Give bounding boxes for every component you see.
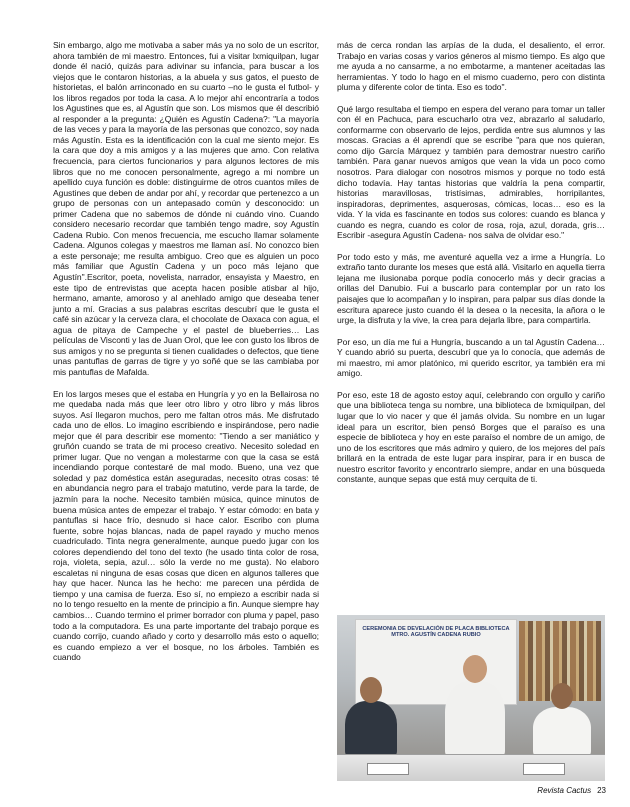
paragraph: Sin embargo, algo me motivaba a saber más ya no solo de un escritor, ahora también de mi maestro. Entonces, fui a visitar Ixmiquilpan, lugar donde él nació, quizás para adivinar su infancia, para buscar a los viejos que le contaron historias, a la abuela y sus gatos, el puesto de historietas, el balón arrinconado en su cuarto –no le gusta el futbol- y los libros regados por toda la casa. A lo mejor ahí encontraría a todos los Agustines que es, al Agustín que son. Los mismos que él describió al responder a la pregunta: ¿Quién es Agustín Cadena?: "La mayoría de las veces y para la mayoría de las personas que conozco, soy nada más Agustín. Esta es la identificación con la cual me siento mejor. Es la cara que doy a mis amigos y a las mujeres que amo. Con relativa frecuencia, para ciertos funcionarios y para algunos lectores de mis libros que no me conocen personalmente, agrego a mi nombre un apellido cuya función es doble: distinguirme de otros cuantos miles de Agustines que deben de andar por ahí, y recordar que pertenezco a un grupo de personas con un antepasado común y desconocido: un primer Cadena que no sabemos de dónde ni cuándo vino. Cuando considero necesario recordar que también tengo madre, soy Agustín Cadena Rubio. Con menos frecuencia, me escucho llamar solamente Cadena. Algunos colegas y maestros me llaman así. No conozco bien a este personaje; me resulta ambiguo. Creo que es alguien un poco más familiar que Agustín Cadena y un poco más lejano que Agustín".Escritor, poeta, novelista, narrador, ensayista y Maestro, en este tipo de entrevistas que acepta hacen posible atisbar al hijo, hermano, amante, amoroso y al anehlado amigo que deseaba tener junto a mí. Gracias a sus palabras escritas descubrí que le gusta el café sin azúcar y la cerveza clara, el chocolate de Oaxaca con agua, el agua de pitaya de Campeche y el pastel de blueberries… Las películas de Visconti y las de Juan Orol, que lee con gusto los libros de sus amigos y no se pregunta si tienen cualidades o defectos, que tiene unas pantuflas de garras de tigre y yo soñé que se las cambiaba por mis pantuflas de Mafalda. bbox=[53, 40, 319, 377]
paragraph: Qué largo resultaba el tiempo en espera del verano para tomar un taller con él en Pachuca, para escucharlo otra vez, abrazarlo al saludarlo, conformarme con observarlo de lejos, perdida entre sus alumnos y las moscas. Gracias a él aprendí que se escribe "para que nos quieran, como dijo García Márquez y también para demostrar nuestro cariño también. Para ganar nuevos amigos que vean la vida un poco como nosotros. Para dialogar con nosotros mismos y porque no todo está dicho todavía. Hay tantas historias que valdría la pena compartir, historias maravillosas, tristísimas, admirables, horripilantes, inspiradoras, deprimentes, asquerosas, cómicas, locas… eso es la vida. Y la vida es fascinante en todos sus colores: cuando es blanca y cuando es negra, cuando es color de rosa, roja, azul, dorada, gris… Escribir -asegura Agustín Cadena- nos salva de olvidar eso." bbox=[337, 103, 605, 241]
paragraph: Por todo esto y más, me aventuré aquella vez a irme a Hungría. Lo extraño tanto durante los meses que está allá. Visitarlo en aquella tierra lejana me ilusionaba porque podía conocerlo más y decir gracias a orillas del Danubio. Fui a buscarlo para contemplar por un rato los paisajes que lo acompañan y lo inspiran, para palpar sus días donde la escritura aparece justo cuando él la desea o la necesita, la añora o le urge, la disfruta y la vive, la crea para dejarla libre, para compartirla. bbox=[337, 251, 605, 326]
nameplate bbox=[367, 763, 409, 775]
right-column bbox=[337, 40, 605, 496]
paragraph: En los largos meses que el estaba en Hungría y yo en la Bellairosa no me quedaba nada más que leer otro libro y otro libro y más libros suyos. Así llegaron muchos, pero me faltan otros más. Me disfrutado cada uno de ellos. Lo imagino escribiendo e inspirándose, pero nadie mejor que él para describir ese momento: "Tiendo a ser maniático y gruñón cuando se trata de mi proceso creativo. Necesito soledad en primer lugar. Que no vengan a molestarme con que la casa se está incendiando porque contestaré de mal modo. Bueno, una vez que soledad y paz doméstica están aseguradas, necesito otras cosas: té en abundancia negro para el trabajo matutino, verde para la tarde, de jazmín para la noche. Necesito también música, quince minutos de buena música antes de empezar el trabajo. Y estar cómodo: en bata y pantuflas si hace frío, desnudo si hace calor. Escribo con pluma fuente, sobre hojas blancas, nada de papel rayado y mucho menos cuadriculado. Tinta negra generalmente, aunque puedo jugar con los colores dependiendo del tono del texto (he usado tinta color de rosa, roja, violeta, sepia, azul… sólo la verde no me gusta). No elaboro escaletas ni ninguna de esas cosas que dicen en algunos talleres que hay que hacer. Nunca las he hecho: me parecen una pérdida de tiempo y una camisa de fuerza. Eso sí, no empiezo a escribir nada si no lo tengo resuelto en la mente de principio a fin. Aunque siempre hay cambios… Cuando termino el primer borrador con pluma y papel, paso todo a la computadora. Es una parte importante del trabajo porque es cuando corrijo, cuando añado y corto y desarrollo más esto o aquello; es cuando empiezo a ver el bosque, no los árboles. También es cuando bbox=[53, 388, 319, 663]
person-right bbox=[533, 707, 591, 759]
ceremony-table bbox=[337, 754, 605, 781]
page-footer bbox=[537, 786, 606, 795]
magazine-name: Revista Cactus bbox=[537, 786, 592, 795]
nameplate bbox=[523, 763, 565, 775]
paragraph: Por eso, un día me fui a Hungría, buscando a un tal Agustín Cadena…Y cuando abrió su puerta, descubrí que ya lo conocía, que además de mi maestro, mi amor platónico, mi querido escritor, ya también era mi amigo. bbox=[337, 336, 605, 379]
ceremony-photo bbox=[337, 615, 605, 781]
paragraph: más de cerca rondan las arpías de la duda, el desaliento, el error. Trabajo en varias cosas y varios géneros al mismo tiempo. Es algo que me ayuda a no cansarme, a no embotarme, a mantener aceitadas las herramientas. Y todo lo hago en el mismo cuaderno, pero con distinta pluma y diferente color de tinta. Eso es todo". bbox=[337, 40, 605, 93]
person-left bbox=[345, 701, 397, 759]
paragraph: Por eso, este 18 de agosto estoy aquí, celebrando con orgullo y cariño que una biblioteca tenga su nombre, una biblioteca de Ixmiquilpan, del lugar que lo vio nacer y que él jamás olvida. Su nombre en un lugar ideal para un escritor, bien pensó Borges que el paraíso es una especie de biblioteca y hoy en este paraíso el nombre de un amigo, de uno de los escritores que más admiro y quiero, de los mejores del país brillará en la entrada de este lugar para inspirar, para ir en busca de nuestro escritor favorito y encontrarlo siempre, andar en una búsqueda constante, aunque sepas que está muy cerquita de ti. bbox=[337, 389, 605, 485]
left-column bbox=[53, 40, 319, 674]
person-center bbox=[445, 681, 505, 759]
banner-text: CEREMONIA DE DEVELACIÓN DE PLACA BIBLIOTECA MTRO. AGUSTÍN CADENA RUBIO bbox=[362, 626, 510, 639]
page-number: 23 bbox=[597, 786, 606, 795]
